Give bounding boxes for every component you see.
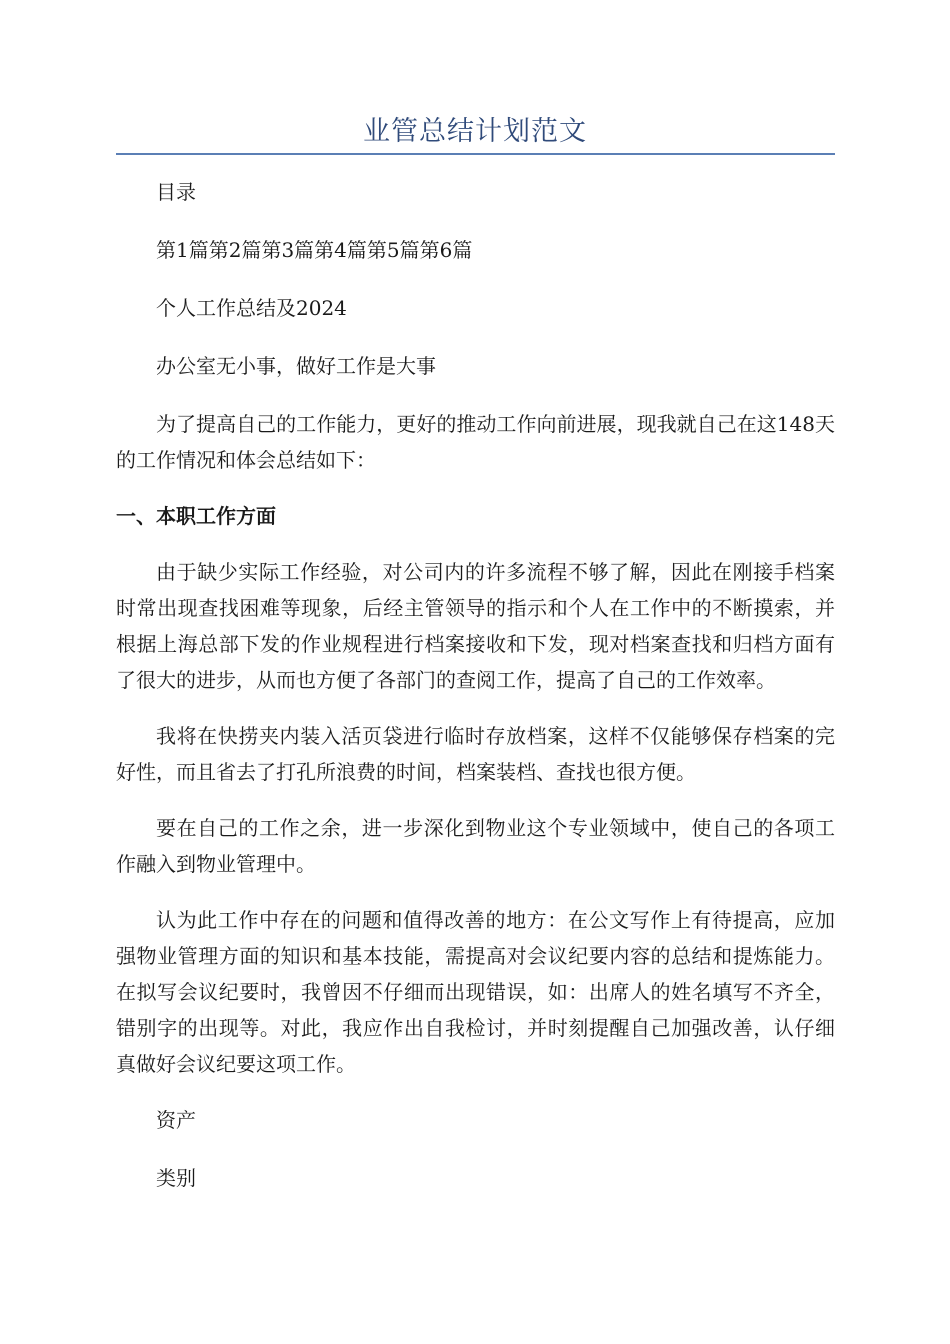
body-paragraph-4: 认为此工作中存在的问题和值得改善的地方：在公文写作上有待提高，应加强物业管理方面的知识和基本技能，需提高对会议纪要内容的总结和提炼能力。在拟写会议纪要时，我曾因不仔细而出现错误，如：出席人的姓名填写不齐全，错别字的出现等。对此，我应作出自我检讨，并时刻提醒自己加强改善，认仔细真做好会议纪要这项工作。 (116, 908, 835, 1076)
category-label: 类别 (156, 1166, 196, 1190)
body-paragraph-2: 我将在快捞夹内装入活页袋进行临时存放档案，这样不仅能够保存档案的完好性，而且省去了打孔所浪费的时间，档案装档、查找也很方便。 (116, 724, 835, 784)
asset-label: 资产 (156, 1108, 196, 1132)
body-paragraph-3: 要在自己的工作之余，进一步深化到物业这个专业领域中，使自己的各项工作融入到物业管理中。 (116, 816, 835, 876)
summary-title: 个人工作总结及2024 (156, 296, 347, 320)
toc-items: 第1篇第2篇第3篇第4篇第5篇第6篇 (156, 238, 473, 262)
body-paragraph-1: 由于缺少实际工作经验，对公司内的许多流程不够了解，因此在刚接手档案时常出现查找困难等现象，后经主管领导的指示和个人在工作中的不断摸索，并根据上海总部下发的作业规程进行档案接收和下发，现对档案查找和归档方面有了很大的进步，从而也方便了各部门的查阅工作，提高了自己的工作效率。 (116, 560, 835, 692)
toc-heading: 目录 (156, 180, 196, 204)
title-underline (116, 153, 835, 155)
motto: 办公室无小事，做好工作是大事 (156, 354, 436, 378)
document-title: 业管总结计划范文 (363, 116, 587, 147)
section-heading: 一、本职工作方面 (116, 504, 276, 528)
intro-paragraph: 为了提高自己的工作能力，更好的推动工作向前进展，现我就自己在这148天的工作情况和体会总结如下： (116, 412, 835, 472)
document-body (116, 174, 835, 1218)
